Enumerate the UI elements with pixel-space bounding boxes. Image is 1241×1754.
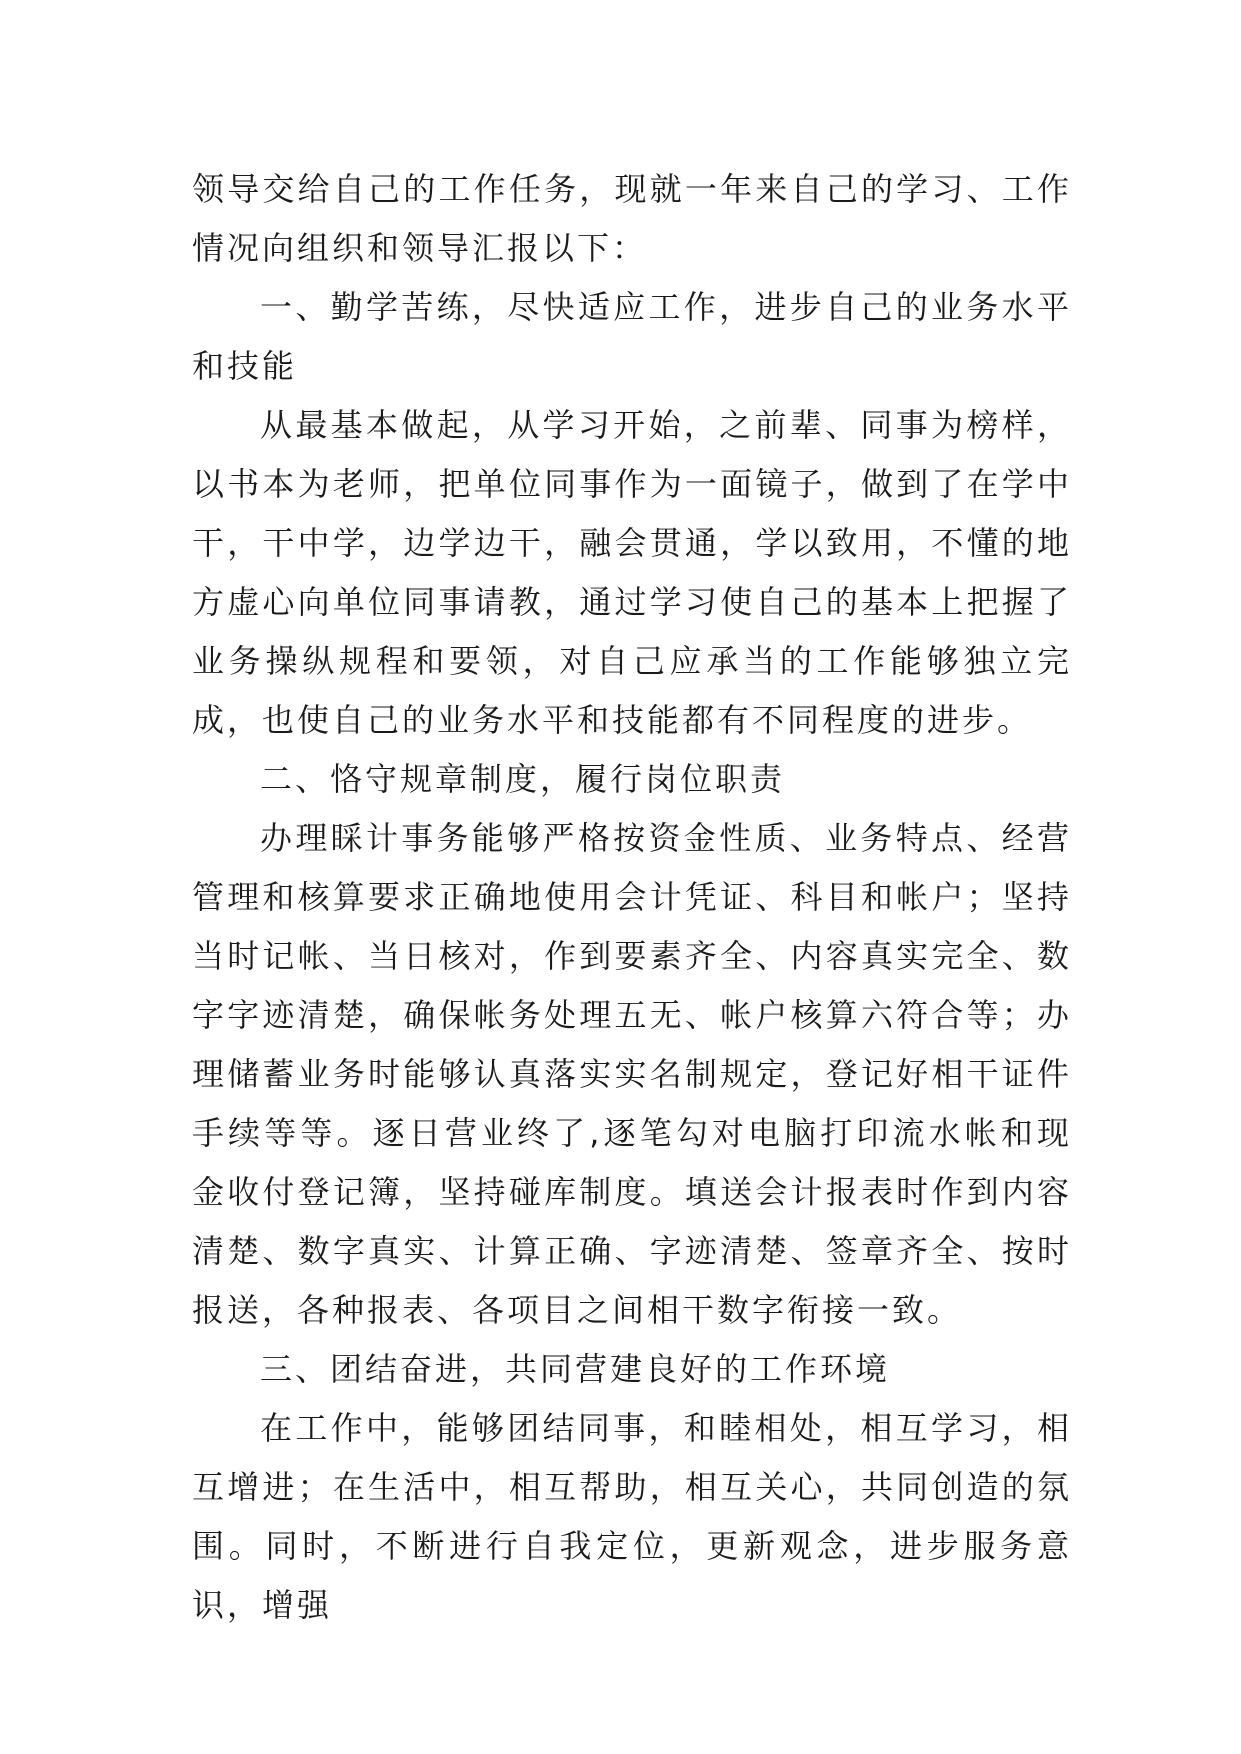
section-heading-1: 一、勤学苦练，尽快适应工作，进步自己的业务水平和技能 — [192, 288, 1072, 385]
paragraph-section-3: 在工作中，能够团结同事，和睦相处，相互学习，相互增进；在生活中，相互帮助，相互关心，共同创造的氛围。同时，不断进行自我定位，更新观念，进步服务意识，增强 — [192, 1409, 1072, 1624]
section-heading-3: 三、团结奋进，共同营建良好的工作环境 — [260, 1350, 891, 1388]
paragraph-section-2: 办理睬计事务能够严格按资金性质、业务特点、经营管理和核算要求正确地使用会计凭证、科目和帐户；坚持当时记帐、当日核对，作到要素齐全、内容真实完全、数字字迹清楚，确保帐务处理五无、帐户核算六符合等；办理储蓄业务时能够认真落实实名制规定，登记好相干证件手续等等。逐日营业终了,逐笔勾对电脑打印流水帐和现金收付登记簿，坚持碰库制度。填送会计报表时作到内容清楚、数字真实、计算正确、字迹清楚、签章齐全、按时报送，各种报表、各项目之间相干数字衔接一致。 — [192, 819, 1072, 1329]
paragraph-intro-continued: 领导交给自己的工作任务，现就一年来自己的学习、工作情况向组织和领导汇报以下： — [192, 170, 1072, 267]
section-heading-2: 二、恪守规章制度，履行岗位职责 — [260, 760, 786, 798]
paragraph-section-1: 从最基本做起，从学习开始，之前辈、同事为榜样，以书本为老师，把单位同事作为一面镜子，做到了在学中干，干中学，边学边干，融会贯通，学以致用，不懂的地方虚心向单位同事请教，通过学习使自己的基本上把握了业务操纵规程和要领，对自己应承当的工作能够独立完成，也使自己的业务水平和技能都有不同程度的进步。 — [192, 406, 1072, 739]
body-text — [192, 160, 1072, 1635]
